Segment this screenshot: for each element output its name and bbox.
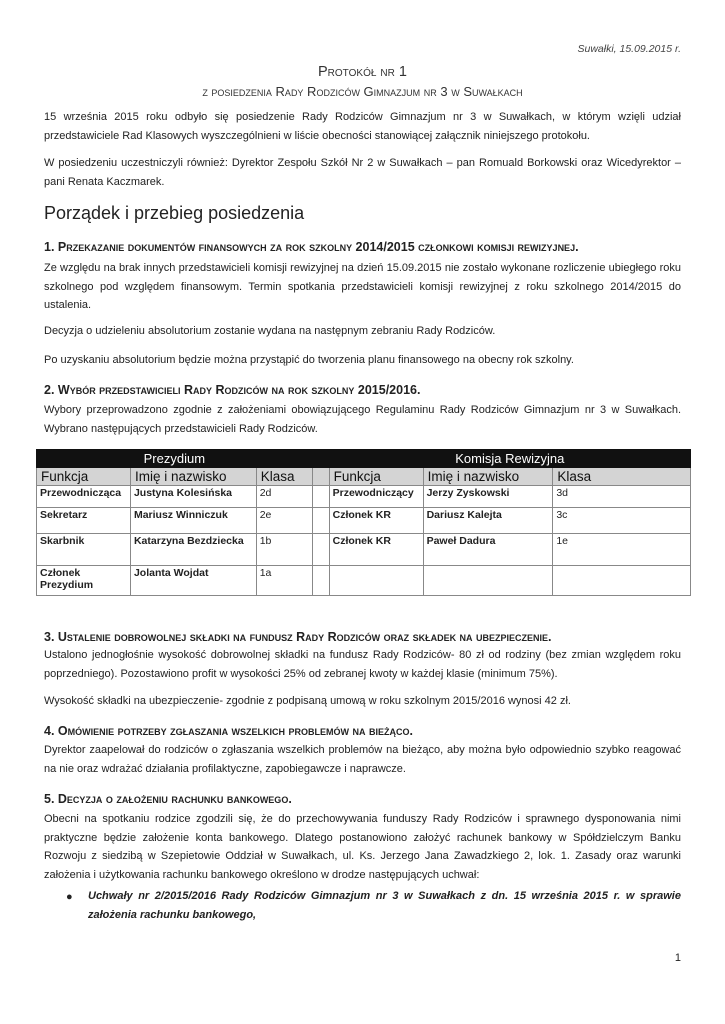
column-header-imie: Imię i nazwisko — [423, 468, 553, 486]
section-3-heading: 3. Ustalenie dobrowolnej składki na fundusz Rady Rodziców oraz składek na ubezpieczenie. — [44, 630, 552, 644]
cell-name — [423, 566, 553, 596]
cell-name: Jolanta Wojdat — [130, 566, 256, 596]
bullet-icon: ● — [66, 891, 73, 903]
group-header-komisja: Komisja Rewizyjna — [329, 450, 690, 468]
section-5-heading: 5. Decyzja o założeniu rachunku bankowego. — [44, 792, 292, 806]
table-row — [37, 534, 691, 566]
section-1-paragraph-3: Po uzyskaniu absolutorium będzie można przystąpić do tworzenia planu finansowego na obecny rok szkolny. — [44, 354, 574, 366]
cell-funkcja: Członek KR — [329, 508, 423, 534]
cell-funkcja: Członek Prezydium — [37, 566, 131, 596]
document-title: Protokół nr 1 — [318, 64, 407, 80]
cell-funkcja: Członek KR — [329, 534, 423, 566]
cell-funkcja: Skarbnik — [37, 534, 131, 566]
cell-funkcja — [329, 566, 423, 596]
resolution-bullet-item: Uchwały nr 2/2015/2016 Rady Rodziców Gimnazjum nr 3 w Suwałkach z dn. 15 września 2015 r. w sprawie założenia rachunku bankowego, — [88, 890, 681, 921]
cell-klasa: 3c — [553, 508, 691, 534]
column-header-klasa: Klasa — [256, 468, 312, 486]
cell-name: Paweł Dadura — [423, 534, 553, 566]
cell-klasa: 2e — [256, 508, 312, 534]
cell-funkcja: Sekretarz — [37, 508, 131, 534]
column-header-spacer — [312, 468, 329, 486]
main-heading: Porządek i przebieg posiedzenia — [44, 203, 305, 223]
cell-klasa: 1a — [256, 566, 312, 596]
cell-name: Katarzyna Bezdziecka — [130, 534, 256, 566]
group-header-spacer — [312, 450, 329, 468]
cell-spacer — [312, 566, 329, 596]
cell-name: Justyna Kolesińska — [130, 486, 256, 508]
section-1-heading: 1. Przekazanie dokumentów finansowych za rok szkolny 2014/2015 członkowi komisji rewizyjnej. — [44, 240, 579, 254]
cell-name: Jerzy Zyskowski — [423, 486, 553, 508]
cell-klasa: 2d — [256, 486, 312, 508]
group-header-prezydium: Prezydium — [37, 450, 313, 468]
section-1-paragraph-1: Ze względu na brak innych przedstawicieli komisji rewizyjnej na dzień 15.09.2015 nie zostało wykonane rozliczenie ubiegłego roku szkolnego pod względem finansowym. Termin spotkania przedstawicieli komisji rewizyjnej z roku szkolnego 2014/2015 do ustalenia. — [44, 262, 681, 311]
page-number: 1 — [674, 952, 681, 964]
representatives-table — [36, 449, 691, 596]
section-1-paragraph-2: Decyzja o udzieleniu absolutorium zostanie wydana na następnym zebraniu Rady Rodziców. — [44, 325, 496, 337]
section-2-heading: 2. Wybór przedstawicieli Rady Rodziców na rok szkolny 2015/2016. — [44, 383, 421, 397]
cell-name: Dariusz Kalejta — [423, 508, 553, 534]
table-row — [37, 566, 691, 596]
cell-spacer — [312, 486, 329, 508]
document-subtitle: z posiedzenia Rady Rodziców Gimnazjum nr 3 w Suwałkach — [202, 84, 523, 99]
table-row — [37, 486, 691, 508]
intro-paragraph-1: 15 września 2015 roku odbyło się posiedzenie Rady Rodziców Gimnazjum nr 3 w Suwałkach, w którym wzięli udział przedstawiciele Rad Klasowych wyszczególnieni w liście obecności stanowiącej załącznik niniejszego protokołu. — [44, 111, 681, 142]
column-header-imie: Imię i nazwisko — [130, 468, 256, 486]
intro-paragraph-2: W posiedzeniu uczestniczyli również: Dyrektor Zespołu Szkół Nr 2 w Suwałkach – pan Romuald Borkowski oraz Wicedyrektor – pani Renata Kaczmarek. — [44, 157, 681, 188]
cell-funkcja: Przewodnicząca — [37, 486, 131, 508]
section-4-heading: 4. Omówienie potrzeby zgłaszania wszelkich problemów na bieżąco. — [44, 724, 413, 738]
table-row — [37, 508, 691, 534]
cell-spacer — [312, 508, 329, 534]
cell-spacer — [312, 534, 329, 566]
column-header-funkcja: Funkcja — [37, 468, 131, 486]
cell-klasa: 3d — [553, 486, 691, 508]
section-3-paragraph-1: Ustalono jednogłośnie wysokość dobrowolnej składki na fundusz Rady Rodziców- 80 zł od rodziny (bez zmian względem roku poprzedniego). Pozostawiono profit w wysokości 25% od zebranej kwoty w każdej klasie (minimum 75%). — [44, 649, 681, 680]
section-3-paragraph-2: Wysokość składki na ubezpieczenie- zgodnie z podpisaną umową w roku szkolnym 2015/2016 wynosi 42 zł. — [44, 695, 571, 707]
section-2-paragraph-1: Wybory przeprowadzono zgodnie z założeniami obowiązującego Regulaminu Rady Rodziców Gimnazjum nr 3 w Suwałkach. Wybrano następujących przedstawicieli Rady Rodziców. — [44, 404, 681, 435]
section-5-paragraph-1: Obecni na spotkaniu rodzice zgodzili się, że do przechowywania funduszy Rady Rodziców i sprawnego dysponowania nimi praktyczne będzie założenie konta bankowego. Dlatego postanowiono założyć rachunek bankowy w Spółdzielczym Banku Rozwoju z siedzibą w Szepietowie Oddział w Suwałkach, ul. Ks. Jerzego Jana Zawadzkiego 2, lok. 1. Zasady oraz warunki założenia i użytkowania rachunku bankowego określono w drodze następujących uchwał: — [44, 813, 681, 881]
cell-klasa — [553, 566, 691, 596]
cell-klasa: 1b — [256, 534, 312, 566]
section-4-paragraph-1: Dyrektor zaapelował do rodziców o zgłaszania wszelkich problemów na bieżąco, aby można było odpowiednio szybko reagować na nie oraz wdrażać działania profilaktyczne, zapobiegawcze i naprawcze. — [44, 744, 681, 775]
column-header-klasa: Klasa — [553, 468, 691, 486]
cell-klasa: 1e — [553, 534, 691, 566]
document-date: Suwałki, 15.09.2015 r. — [577, 43, 681, 55]
cell-funkcja: Przewodniczący — [329, 486, 423, 508]
column-header-funkcja: Funkcja — [329, 468, 423, 486]
cell-name: Mariusz Winniczuk — [130, 508, 256, 534]
